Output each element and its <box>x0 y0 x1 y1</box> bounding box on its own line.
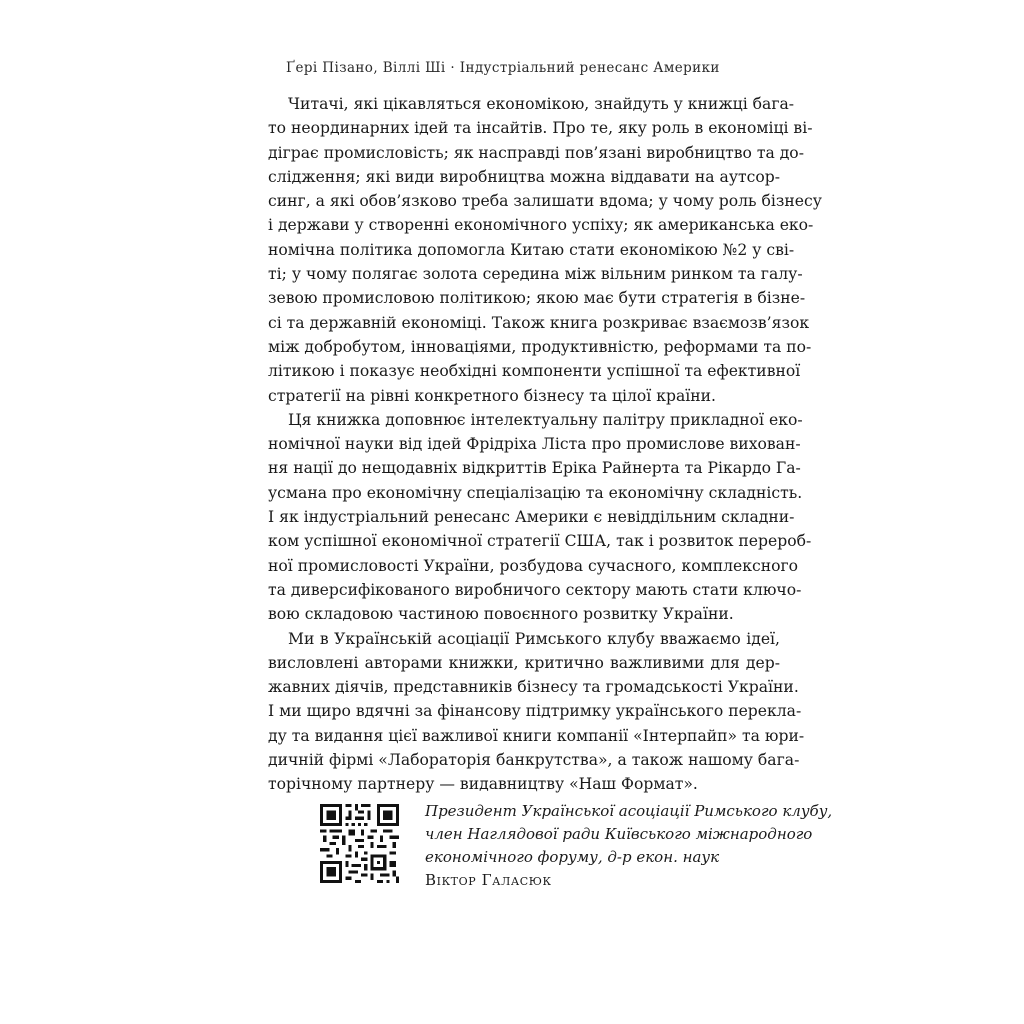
signature-block <box>425 800 833 892</box>
paragraph-line: ня нації до нещодавніх відкриттів Еріка Райнерта та Рікардо Га- <box>268 459 801 478</box>
paragraph-line: усмана про економічну спеціалізацію та економічну складність. <box>268 483 803 502</box>
paragraph-line: ком успішної економічної стратегії США, так і розвиток перероб- <box>268 532 812 551</box>
paragraph-line: висловлені авторами книжки, критично важливими для дер- <box>268 653 780 672</box>
body-text <box>268 92 822 797</box>
paragraph-line: дичній фірмі «Лабораторія банкрутства», а також нашому бага- <box>268 751 800 770</box>
paragraph-line: номічна політика допомогла Китаю стати економікою №2 у сві- <box>268 240 795 259</box>
paragraph-line: зевою промисловою політикою; якою має бути стратегія в бізне- <box>268 289 806 308</box>
paragraph-line: то неординарних ідей та інсайтів. Про те, яку роль в економіці ві- <box>268 119 813 138</box>
paragraph-line: слідження; які види виробництва можна віддавати на аутсор- <box>268 167 780 186</box>
paragraph-line: І як індустріальний ренесанс Америки є невіддільним складни- <box>268 508 795 527</box>
paragraph-line: синг, а які обов’язково треба залишати вдома; у чому роль бізнесу <box>268 192 822 211</box>
paragraph-line: ної промисловості України, розбудова сучасного, комплексного <box>268 556 799 575</box>
paragraph-line: жавних діячів, представників бізнесу та громадськості України. <box>268 678 799 697</box>
signature-title-line: член Наглядової ради Київського міжнародного <box>425 825 813 843</box>
paragraph-line: Читачі, які цікавляться економікою, знайдуть у книжці бага- <box>288 95 795 113</box>
paragraph-line: Ми в Українській асоціації Римського клубу вважаємо ідеї, <box>288 629 780 648</box>
paragraph-line: сі та державній економіці. Також книга розкриває взаємозв’язок <box>268 313 810 332</box>
signature-title-line: Президент Української асоціації Римського клубу, <box>425 802 833 820</box>
paragraph-line: між добробутом, інноваціями, продуктивністю, реформами та по- <box>268 337 812 356</box>
paragraph-line: літикою і показує необхідні компоненти успішної та ефективної <box>268 362 801 381</box>
paragraph-line: та диверсифікованого виробничого сектору мають стати ключо- <box>268 580 802 599</box>
paragraph-line: діграє промисловість; як насправді пов’язані виробництво та до- <box>268 143 804 162</box>
qr-code-icon[interactable] <box>320 804 399 883</box>
paragraph-line: ті; у чому полягає золота середина між вільним ринком та галу- <box>268 265 803 284</box>
paragraph-line: І ми щиро вдячні за фінансову підтримку українського переклa- <box>268 702 802 721</box>
paragraph-line: торічному партнеру — видавництву «Наш Формат». <box>268 775 698 794</box>
paragraph-line: і держави у створенні економічного успіху; як американська еко- <box>268 216 814 235</box>
paragraph-line: Ця книжка доповнює інтелектуальну палітру прикладної еко- <box>288 410 803 429</box>
paragraph-line: ду та видання цієї важливої книги компанії «Інтерпайп» та юри- <box>268 726 805 745</box>
paragraph-line: стратегії на рівні конкретного бізнесу та цілої країни. <box>268 386 716 405</box>
signature-author-name: Віктор Галасюк <box>425 871 552 889</box>
paragraph-line: номічної науки від ідей Фрідріха Ліста про промислове вихован- <box>268 435 801 454</box>
signature-title-line: економічного форуму, д-р екон. наук <box>425 848 720 866</box>
running-head: Ґері Пізано, Віллі Ші · Індустріальний ренесанс Америки <box>286 60 720 76</box>
paragraph-line: вою складовою частиною повоєнного розвитку України. <box>268 605 734 624</box>
